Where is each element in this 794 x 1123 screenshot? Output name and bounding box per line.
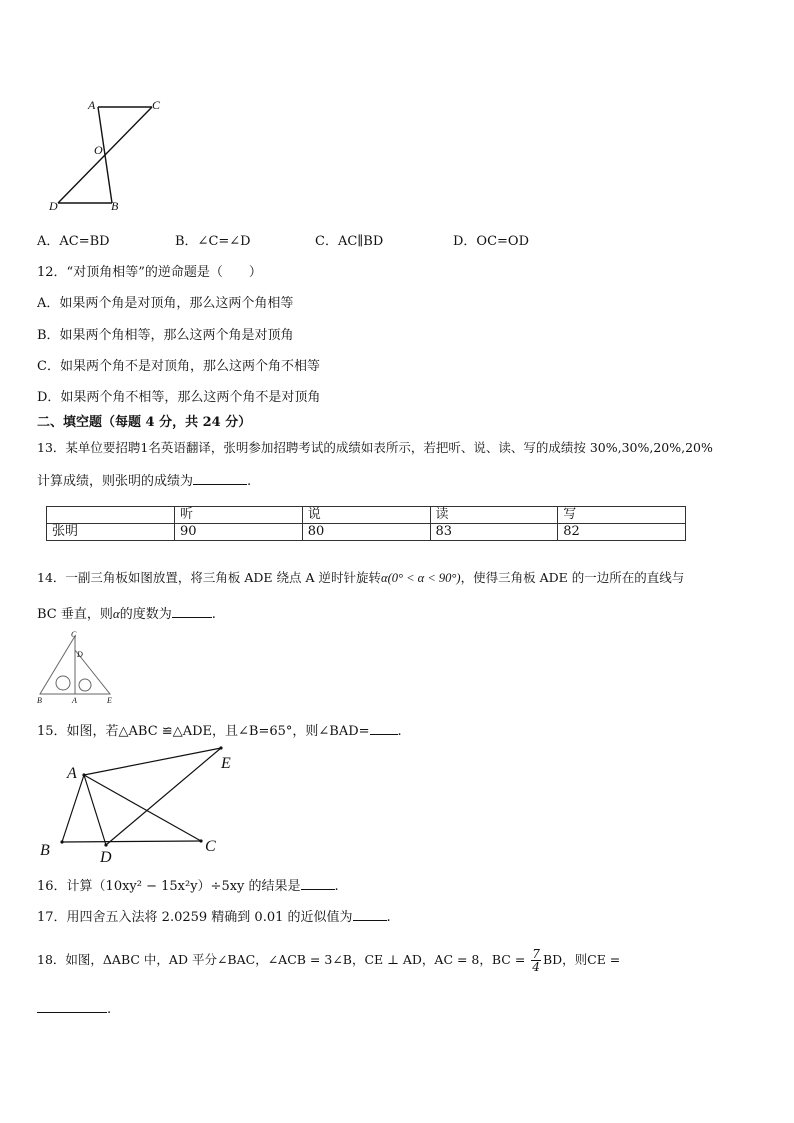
table-header-cell: 写 — [558, 507, 686, 524]
q15-answer-blank — [370, 722, 398, 735]
q11-label-d: D — [49, 199, 58, 213]
q14-label-e: E — [107, 696, 112, 705]
q15-label-d: D — [100, 849, 112, 866]
q15-label-e: E — [221, 755, 231, 772]
table-cell: 82 — [558, 524, 686, 541]
q11-option-d: D．OC=OD — [453, 234, 530, 249]
q14-figure — [34, 630, 124, 706]
q12-option-c: C．如果两个角不是对顶角，那么这两个角不相等 — [37, 359, 320, 374]
q14-triangles — [40, 636, 110, 694]
q16-text — [37, 875, 339, 894]
q13-line2-text: 计算成绩，则张明的成绩为 — [37, 474, 194, 489]
q14-alpha: α — [112, 606, 120, 621]
q13-line2: 计算成绩，则张明的成绩为 . — [37, 474, 252, 489]
q15-text — [37, 720, 402, 739]
table-header-row — [47, 507, 686, 524]
q18-answer-line — [37, 1000, 111, 1017]
q11-figure — [40, 95, 180, 220]
q14-label-a: A — [72, 696, 77, 705]
q12-option-d: D．如果两个角不相等，那么这两个角不是对顶角 — [37, 390, 321, 405]
q14-label-d: D — [77, 650, 83, 659]
q17-answer-blank — [353, 908, 387, 921]
q14-label-b: B — [37, 696, 42, 705]
q13-answer-blank — [193, 472, 247, 485]
q14-answer-blank — [172, 605, 212, 618]
q15-label-b: B — [40, 842, 50, 859]
q15-figure — [34, 745, 254, 870]
q15-vertices — [60, 746, 222, 846]
q18-end: . — [107, 1002, 112, 1017]
table-cell: 张明 — [47, 524, 175, 541]
table-header-cell: 读 — [430, 507, 558, 524]
q14-line1 — [37, 568, 684, 586]
q14-label-c: C — [71, 630, 77, 639]
section-heading: 二、填空题（每题 4 分，共 24 分） — [37, 415, 252, 430]
table-row — [47, 524, 686, 541]
q11-option-c: C．AC∥BD — [315, 234, 384, 249]
q11-label-b: B — [111, 199, 119, 213]
q14-line2a: BC 垂直，则 — [37, 607, 113, 622]
table-header-cell: 说 — [302, 507, 430, 524]
q11-label-a: A — [88, 98, 96, 112]
q11-option-a: A．AC=BD — [37, 234, 110, 249]
q11-label-o: O — [94, 143, 103, 157]
q11-figure-lines — [58, 107, 152, 203]
q15-label-c: C — [205, 838, 216, 855]
q18-text-b: BD，则CE = — [542, 952, 621, 967]
table-cell: 83 — [430, 524, 558, 541]
table-cell: 80 — [302, 524, 430, 541]
q13-score-table — [46, 506, 686, 541]
q12-stem: 12．“对顶角相等”的逆命题是（ ） — [37, 265, 262, 280]
q18-text-a: 18．如图，ΔABC 中，AD 平分∠BAC，∠ACB = 3∠B，CE ⊥ AD，AC = 8，BC = — [37, 952, 526, 967]
q18-frac-den: 4 — [532, 960, 540, 974]
q12-option-a: A．如果两个角是对顶角，那么这两个角相等 — [37, 296, 294, 311]
q18-fraction — [531, 948, 541, 973]
q17-text-a: 17．用四舍五入法将 2.0259 精确到 0.01 的近似值为 — [37, 910, 353, 925]
table-cell: 90 — [175, 524, 303, 541]
q14-alpha-range: α(0° < α < 90°) — [381, 571, 461, 585]
q17-text — [37, 906, 391, 925]
q16-answer-blank — [301, 877, 335, 890]
q15-text-b: . — [397, 724, 402, 739]
q15-label-a: A — [67, 765, 77, 782]
q14-line2b: 的度数为 — [119, 607, 172, 622]
q18-frac-num: 7 — [532, 947, 540, 961]
q16-text-b: . — [334, 879, 339, 894]
q16-text-a: 16．计算（10xy² − 15x²y）÷5xy 的结果是 — [37, 879, 301, 894]
q11-label-c: C — [152, 98, 161, 112]
q18-answer-blank — [37, 1000, 107, 1013]
table-header-cell: 听 — [175, 507, 303, 524]
q11-option-b: B．∠C=∠D — [175, 234, 251, 249]
q12-option-b: B．如果两个角相等，那么这两个角是对顶角 — [37, 328, 294, 343]
q15-text-a: 15．如图，若△ABC ≌△ADE，且∠B=65°，则∠BAD= — [37, 724, 370, 739]
table-header-cell — [47, 507, 175, 524]
q14-line1b: ，使得三角板 ADE 的一边所在的直线与 — [460, 570, 685, 585]
q13-line1: 13．某单位要招聘1名英语翻译，张明参加招聘考试的成绩如表所示，若把听、说、读、写的成绩按 30%,30%,20%,20% — [37, 440, 713, 455]
q17-text-b: . — [386, 910, 391, 925]
q18-text — [37, 945, 620, 975]
q15-figure-lines — [62, 748, 221, 845]
q14-line2: BC 垂直，则α的度数为 . — [37, 606, 216, 622]
q14-line1a: 14．一副三角板如图放置，将三角板 ADE 绕点 A 逆时针旋转 — [37, 570, 382, 585]
